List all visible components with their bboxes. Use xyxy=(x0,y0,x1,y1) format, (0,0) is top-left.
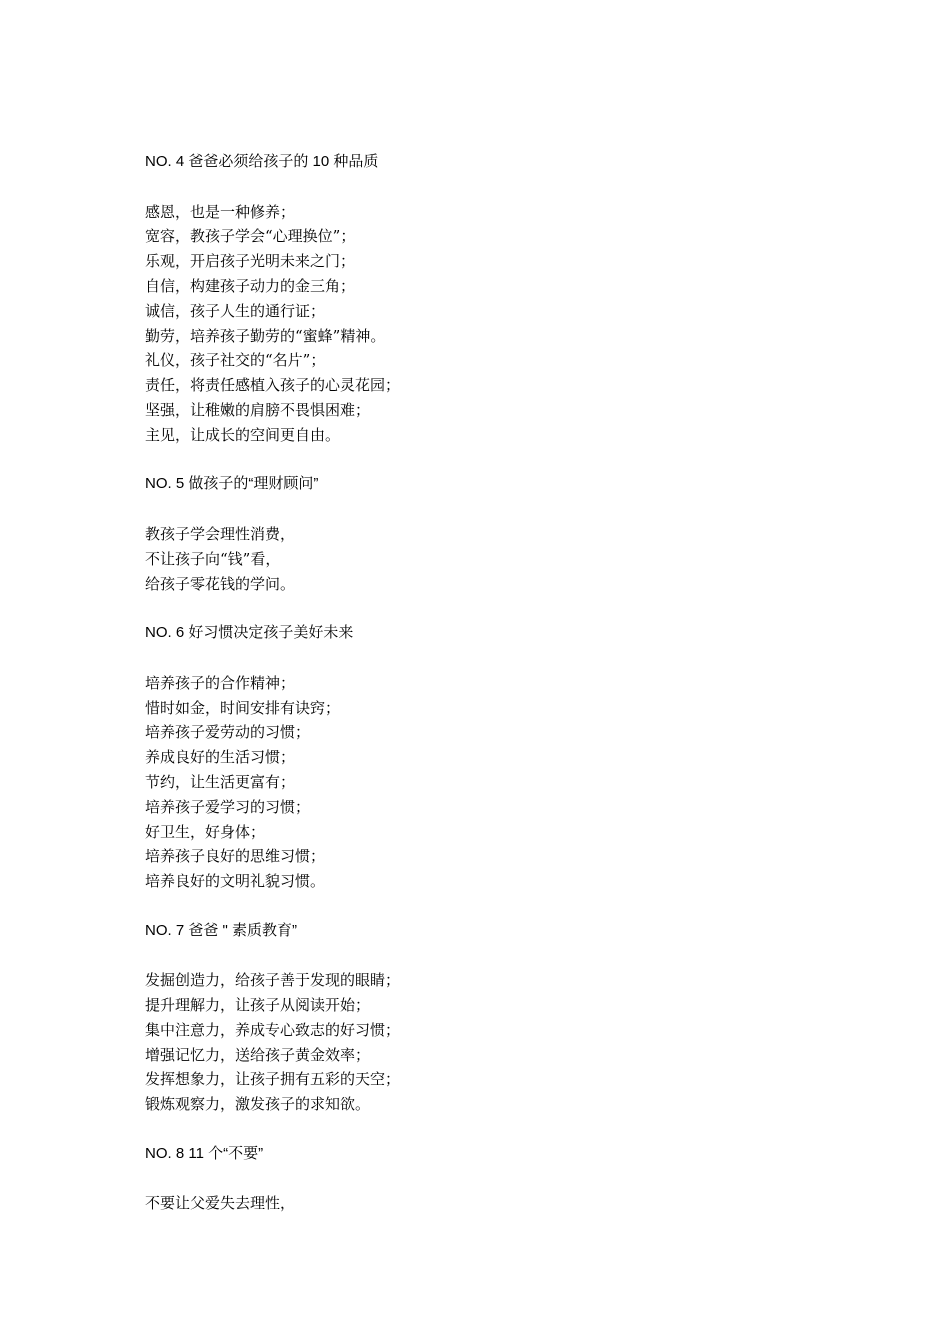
section-title: NO. 8 11 个“不要” xyxy=(145,1144,264,1162)
section-title: NO. 4 爸爸必须给孩子的 10 种品质 xyxy=(145,153,379,170)
spacer xyxy=(145,497,865,522)
text-line: 增强记忆力，送给孩子黄金效率； xyxy=(145,1045,371,1064)
text-line: 培养孩子的合作精神； xyxy=(145,673,296,692)
text-line: 发掘创造力，给孩子善于发现的眼睛； xyxy=(145,971,401,990)
text-line: 不让孩子向“钱”看， xyxy=(145,549,281,568)
spacer xyxy=(145,1117,865,1142)
text-line: 集中注意力，养成专心致志的好习惯； xyxy=(145,1020,401,1039)
spacer xyxy=(145,894,865,919)
spacer xyxy=(145,448,865,473)
text-line: 好卫生，好身体； xyxy=(145,822,266,841)
text-line: 勤劳，培养孩子勤劳的“蜜蜂”精神。 xyxy=(145,326,386,345)
text-line: 感恩，也是一种修养； xyxy=(145,202,296,221)
text-line: 提升理解力，让孩子从阅读开始； xyxy=(145,996,371,1015)
text-line: 发挥想象力，让孩子拥有五彩的天空； xyxy=(145,1070,401,1089)
spacer xyxy=(145,596,865,621)
text-line: 培养孩子爱学习的习惯； xyxy=(145,797,311,816)
spacer xyxy=(145,1167,865,1192)
text-line: 不要让父爱失去理性， xyxy=(145,1194,296,1213)
section-title: NO. 7 爸爸 " 素质教育” xyxy=(145,921,298,939)
text-line: 惜时如金，时间安排有诀窍； xyxy=(145,698,341,717)
document-page xyxy=(145,150,865,1216)
spacer xyxy=(145,175,865,200)
section-no6 xyxy=(145,621,865,919)
text-line: 培养孩子良好的思维习惯； xyxy=(145,847,326,866)
text-line: 礼仪，孩子社交的“名片”； xyxy=(145,351,326,370)
section-no7 xyxy=(145,919,865,1142)
section-title: NO. 5 做孩子的“理财顾问” xyxy=(145,475,319,493)
text-line: 培养良好的文明礼貌习惯。 xyxy=(145,872,326,891)
text-line: 教孩子学会理性消费， xyxy=(145,524,296,543)
spacer xyxy=(145,944,865,969)
text-line: 乐观，开启孩子光明未来之门； xyxy=(145,252,356,271)
text-line: 养成良好的生活习惯； xyxy=(145,748,296,767)
text-line: 培养孩子爱劳动的习惯； xyxy=(145,723,311,742)
text-line: 节约，让生活更富有； xyxy=(145,772,296,791)
text-line: 锻炼观察力，激发孩子的求知欲。 xyxy=(145,1095,371,1114)
section-no8 xyxy=(145,1142,865,1216)
section-no5 xyxy=(145,472,865,621)
text-line: 宽容，教孩子学会“心理换位”； xyxy=(145,227,356,246)
text-line: 诚信，孩子人生的通行证； xyxy=(145,301,326,320)
text-line: 给孩子零花钱的学问。 xyxy=(145,574,296,593)
text-line: 责任，将责任感植入孩子的心灵花园； xyxy=(145,376,401,395)
section-no4 xyxy=(145,150,865,472)
text-line: 自信，构建孩子动力的金三角； xyxy=(145,276,356,295)
section-title: NO. 6 好习惯决定孩子美好未来 xyxy=(145,624,354,642)
text-line: 主见，让成长的空间更自由。 xyxy=(145,425,341,444)
text-line: 坚强，让稚嫩的肩膀不畏惧困难； xyxy=(145,400,371,419)
spacer xyxy=(145,646,865,671)
